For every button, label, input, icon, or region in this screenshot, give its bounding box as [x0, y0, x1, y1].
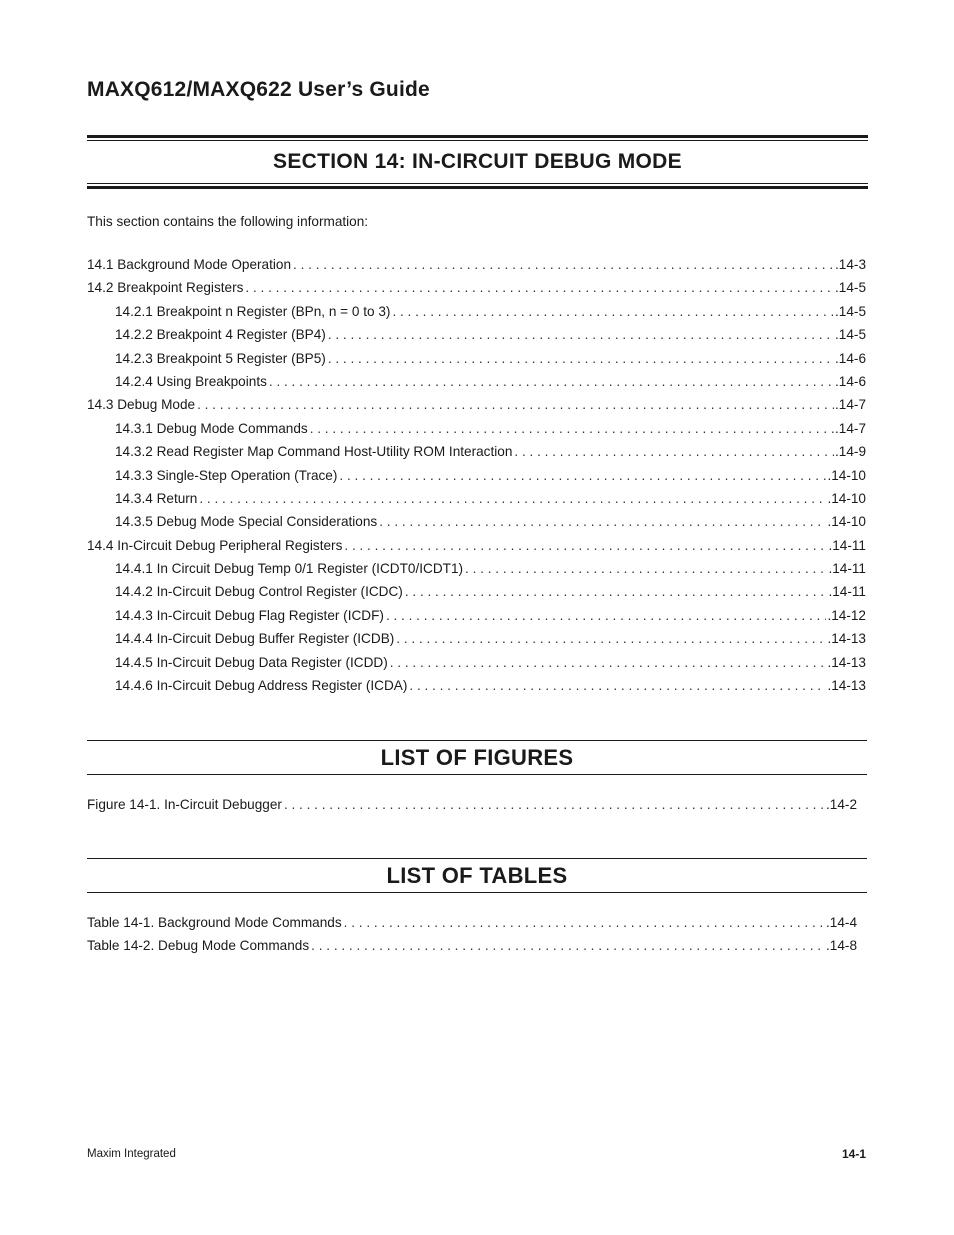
toc-dot-leader [282, 797, 825, 813]
toc-entry [87, 468, 866, 491]
toc-dot-leader [403, 584, 828, 600]
toc-entry-label: 14.2.4 Using Breakpoints [115, 373, 267, 389]
toc-dot-leader [195, 397, 834, 413]
footer-page-number: 14-1 [841, 1147, 866, 1161]
intro-text: This section contains the following information: [87, 214, 369, 229]
section-title: SECTION 14: IN-CIRCUIT DEBUG MODE [273, 150, 682, 173]
toc-dot-leader [291, 257, 834, 273]
toc-entry [87, 491, 866, 514]
toc-dot-leader [384, 608, 827, 624]
toc-entry [87, 561, 866, 584]
toc-entry-page: .14-10 [827, 467, 866, 483]
toc-entry [87, 797, 857, 820]
toc-entry [87, 327, 866, 350]
toc-entry-label: 14.4.2 In-Circuit Debug Control Register (ICDC) [115, 584, 403, 600]
toc-dot-leader [463, 561, 827, 577]
toc-entry [87, 280, 866, 303]
toc-entry-page: .14-4 [826, 915, 857, 930]
toc-entry-page: .14-11 [828, 561, 866, 577]
toc-entry-page: .14-13 [827, 631, 866, 647]
toc-entry-label: 14.3.1 Debug Mode Commands [115, 420, 308, 436]
toc-entry-label: Table 14-2. Debug Mode Commands [87, 938, 310, 954]
toc-entry-label: Figure 14-1. In-Circuit Debugger [87, 797, 282, 812]
toc-entry [87, 444, 866, 467]
section-banner [87, 135, 868, 189]
toc-dot-leader [377, 514, 826, 530]
toc-entry-page: .14-13 [827, 654, 866, 670]
toc-entry-page: .14-13 [827, 678, 866, 694]
toc-entry-label: 14.3.5 Debug Mode Special Considerations [115, 514, 378, 530]
toc-dot-leader [267, 374, 834, 390]
toc-entry [87, 678, 866, 701]
tables-banner [87, 858, 867, 893]
toc-entry-label: 14.4.3 In-Circuit Debug Flag Register (ICDF) [115, 607, 384, 623]
toc-entry-label: 14.1 Background Mode Operation [87, 257, 292, 272]
figures-rule-bottom [87, 774, 867, 775]
figures-title: LIST OF FIGURES [380, 745, 574, 770]
toc-entry-page: .14-6 [835, 373, 866, 389]
toc-entry-label: 14.4.6 In-Circuit Debug Address Register (ICDA) [115, 678, 408, 694]
toc-entry-label: 14.2.3 Breakpoint 5 Register (BP5) [115, 350, 326, 366]
toc-entry-label: 14.2.1 Breakpoint n Register (BPn, n = 0 to 3) [115, 303, 391, 319]
toc-entry [87, 938, 857, 961]
footer-company: Maxim Integrated [87, 1148, 176, 1160]
toc-entry-page: .14-2 [826, 797, 857, 812]
page-title: MAXQ612/MAXQ622 User’s Guide [87, 78, 430, 101]
toc-dot-leader [326, 351, 834, 367]
toc-entry [87, 608, 866, 631]
tables-title: LIST OF TABLES [386, 863, 568, 888]
toc-entry [87, 397, 866, 420]
toc-entry-page: .14-6 [835, 350, 866, 366]
toc-entry [87, 514, 866, 537]
toc-entry [87, 421, 866, 444]
toc-entry [87, 257, 866, 280]
toc-entry-page: .14-5 [835, 280, 866, 296]
toc-entry [87, 631, 866, 654]
toc-entry-label: 14.3.3 Single-Step Operation (Trace) [115, 467, 338, 483]
toc-entry-label: 14.3.2 Read Register Map Command Host-Utility ROM Interaction [115, 444, 513, 460]
toc-entry-page: .14-7 [835, 420, 866, 436]
toc-entry-page: .14-11 [828, 584, 866, 600]
toc-entry-label: 14.3.4 Return [115, 490, 198, 506]
table-of-contents [87, 257, 866, 701]
toc-entry-label: 14.4.1 In Circuit Debug Temp 0/1 Register (ICDT0/ICDT1) [115, 561, 464, 577]
toc-dot-leader [243, 280, 834, 296]
list-of-tables [87, 915, 857, 962]
section-rule-bottom [87, 183, 868, 189]
toc-entry-page: .14-5 [835, 327, 866, 343]
toc-dot-leader [326, 327, 834, 343]
toc-entry-page: .14-7 [835, 397, 866, 413]
tables-rule-bottom [87, 892, 867, 893]
toc-entry-label: 14.4 In-Circuit Debug Peripheral Registers [87, 537, 343, 553]
toc-dot-leader [308, 421, 834, 437]
toc-dot-leader [337, 468, 826, 484]
toc-dot-leader [390, 304, 834, 320]
toc-dot-leader [197, 491, 826, 507]
toc-dot-leader [342, 538, 827, 554]
toc-entry-page: .14-12 [827, 607, 866, 623]
toc-entry-page: .14-10 [827, 490, 866, 506]
toc-entry [87, 374, 866, 397]
toc-entry-label: 14.2.2 Breakpoint 4 Register (BP4) [115, 327, 326, 343]
toc-entry-label: 14.2 Breakpoint Registers [87, 280, 244, 296]
toc-entry [87, 538, 866, 561]
toc-dot-leader [342, 915, 825, 931]
toc-entry-label: 14.3 Debug Mode [87, 397, 196, 413]
toc-entry-label: 14.4.4 In-Circuit Debug Buffer Register (ICDB) [115, 631, 395, 647]
toc-entry [87, 655, 866, 678]
toc-entry-label: Table 14-1. Background Mode Commands [87, 915, 342, 930]
toc-entry-page: .14-11 [828, 537, 866, 553]
toc-entry [87, 304, 866, 327]
toc-dot-leader [394, 631, 826, 647]
toc-dot-leader [388, 655, 827, 671]
figures-banner [87, 740, 867, 775]
toc-entry-page: .14-3 [835, 257, 866, 272]
toc-entry-page: .14-5 [835, 303, 866, 319]
toc-entry [87, 915, 857, 938]
list-of-figures [87, 797, 857, 820]
toc-dot-leader [512, 444, 834, 460]
toc-entry-page: .14-8 [826, 938, 857, 954]
toc-entry-page: .14-9 [835, 444, 866, 460]
toc-dot-leader [407, 678, 826, 694]
toc-entry [87, 584, 866, 607]
toc-dot-leader [309, 938, 825, 954]
toc-entry-page: .14-10 [827, 514, 866, 530]
toc-entry [87, 351, 866, 374]
toc-entry-label: 14.4.5 In-Circuit Debug Data Register (ICDD) [115, 654, 388, 670]
